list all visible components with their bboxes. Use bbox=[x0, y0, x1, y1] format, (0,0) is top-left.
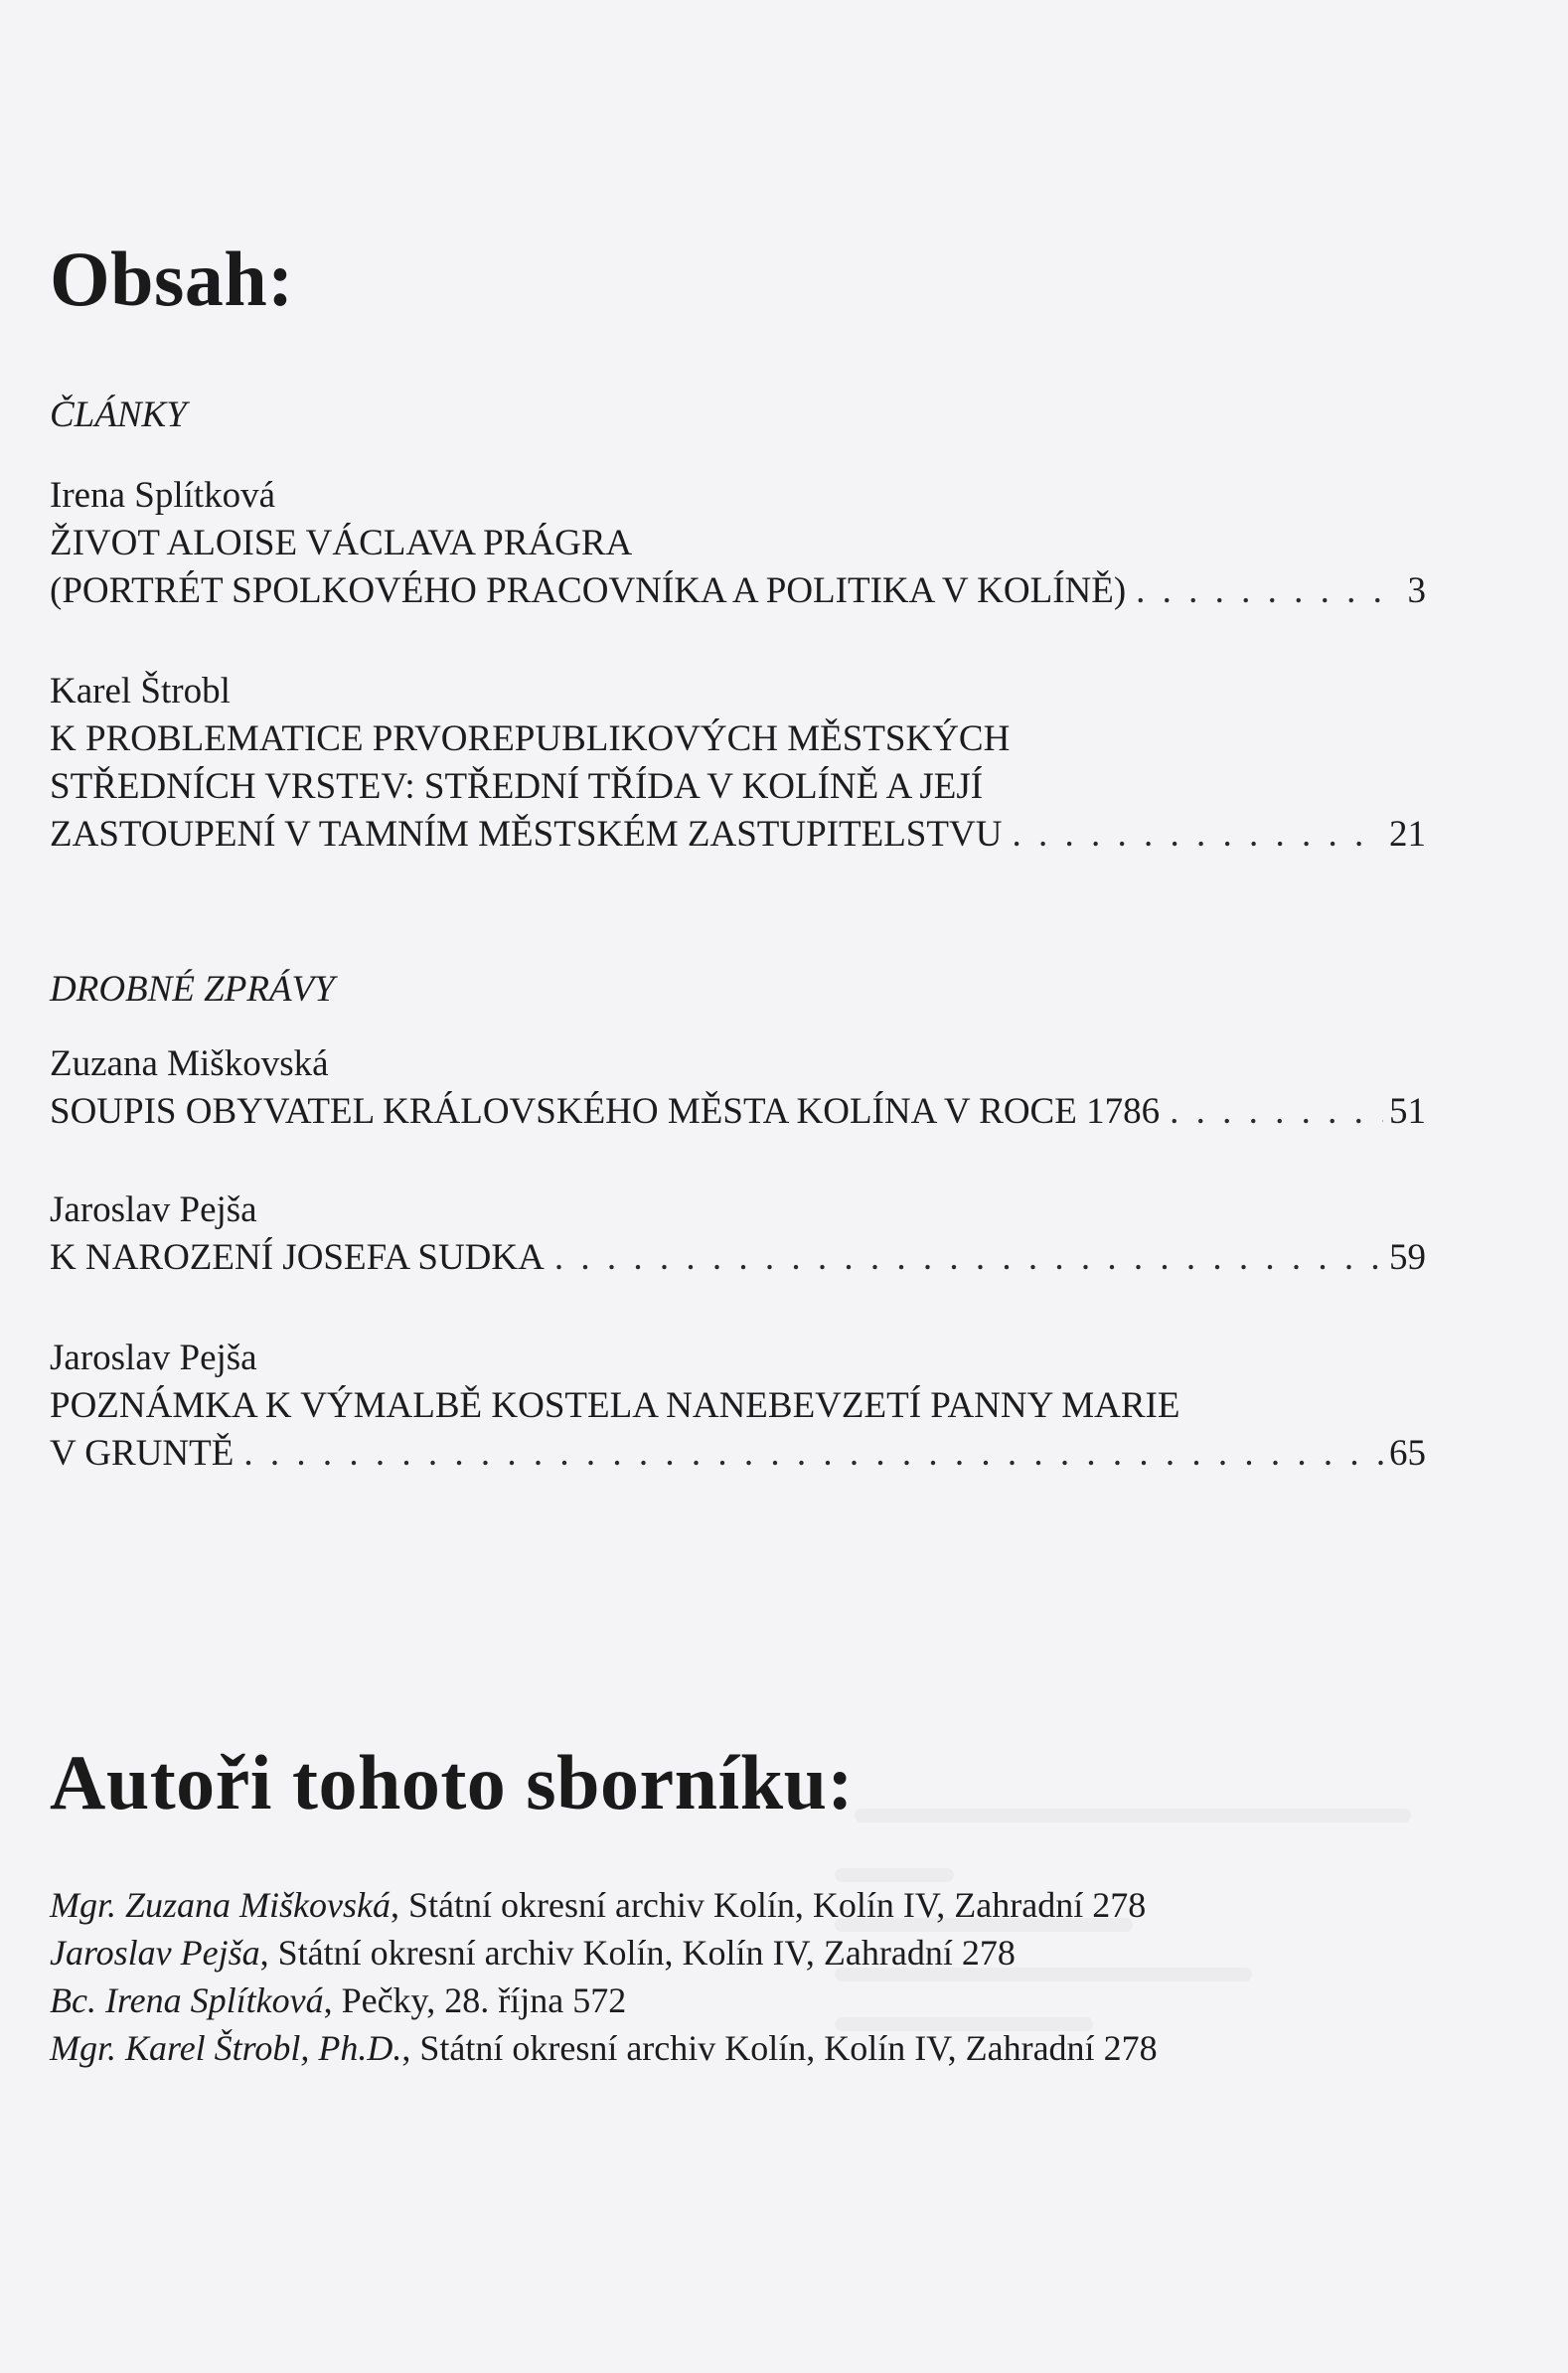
author-row bbox=[50, 2024, 1441, 2072]
entry-title-line: ZASTOUPENÍ V TAMNÍM MĚSTSKÉM ZASTUPITELSTVU bbox=[50, 814, 1003, 855]
author-address: , Pečky, 28. října 572 bbox=[323, 1980, 627, 2020]
entry-author: Irena Splítková bbox=[50, 475, 276, 516]
entry-title-leader-line bbox=[50, 1430, 1426, 1478]
contents-heading: Obsah: bbox=[50, 236, 294, 322]
entry-title-line: (PORTRÉT SPOLKOVÉHO PRACOVNÍKA A POLITIKA V KOLÍNĚ) bbox=[50, 570, 1127, 611]
authors-heading: Autoři tohoto sborníku: bbox=[50, 1739, 854, 1825]
entry-title-line: ŽIVOT ALOISE VÁCLAVA PRÁGRA bbox=[50, 523, 633, 563]
entry-page-number: 51 bbox=[1389, 1091, 1426, 1132]
author-row bbox=[50, 1881, 1441, 1929]
entry-title-leader-line bbox=[50, 811, 1426, 859]
dot-leader bbox=[554, 1234, 1383, 1282]
entry-author: Karel Štrobl bbox=[50, 671, 231, 712]
author-row bbox=[50, 1977, 1441, 2024]
dot-leader bbox=[243, 1430, 1383, 1478]
dot-leader bbox=[1136, 567, 1400, 615]
entry-title-line: STŘEDNÍCH VRSTEV: STŘEDNÍ TŘÍDA V KOLÍNĚ A JEJÍ bbox=[50, 766, 984, 807]
entry-page-number: 3 bbox=[1407, 570, 1426, 611]
author-address: , Státní okresní archiv Kolín, Kolín IV, Zahradní 278 bbox=[259, 1933, 1016, 1973]
toc-entry bbox=[50, 1040, 1426, 1136]
entry-title-line: V GRUNTĚ bbox=[50, 1433, 235, 1474]
show-through-line bbox=[835, 1868, 954, 1882]
author-row bbox=[50, 1929, 1441, 1977]
entry-author: Jaroslav Pejša bbox=[50, 1189, 257, 1230]
author-name: Jaroslav Pejša bbox=[50, 1933, 260, 1973]
toc-entry bbox=[50, 668, 1426, 859]
entry-title-leader-line bbox=[50, 1234, 1426, 1282]
entry-author: Jaroslav Pejša bbox=[50, 1338, 257, 1378]
toc-entry bbox=[50, 472, 1426, 615]
entry-page-number: 65 bbox=[1389, 1433, 1426, 1474]
author-name: Bc. Irena Splítková bbox=[50, 1980, 324, 2020]
section-label-articles: ČLÁNKY bbox=[50, 395, 187, 435]
section-label-news: DROBNÉ ZPRÁVY bbox=[50, 969, 335, 1010]
toc-entry bbox=[50, 1335, 1426, 1478]
show-through-line bbox=[855, 1809, 1411, 1822]
entry-page-number: 21 bbox=[1389, 814, 1426, 855]
toc-entry bbox=[50, 1186, 1426, 1282]
entry-author: Zuzana Miškovská bbox=[50, 1043, 329, 1084]
author-address: , Státní okresní archiv Kolín, Kolín IV, Zahradní 278 bbox=[390, 1885, 1147, 1925]
author-address: , Státní okresní archiv Kolín, Kolín IV, Zahradní 278 bbox=[401, 2028, 1158, 2068]
authors-list bbox=[50, 1881, 1441, 2072]
entry-title-leader-line bbox=[50, 567, 1426, 615]
entry-title-line: SOUPIS OBYVATEL KRÁLOVSKÉHO MĚSTA KOLÍNA V ROCE 1786 bbox=[50, 1091, 1161, 1132]
entry-page-number: 59 bbox=[1389, 1237, 1426, 1278]
dot-leader bbox=[1012, 811, 1383, 859]
entry-title-leader-line bbox=[50, 1088, 1426, 1136]
entry-title-line: K PROBLEMATICE PRVOREPUBLIKOVÝCH MĚSTSKÝCH bbox=[50, 718, 1011, 759]
author-name: Mgr. Karel Štrobl, Ph.D. bbox=[50, 2028, 402, 2068]
entry-title-line: POZNÁMKA K VÝMALBĚ KOSTELA NANEBEVZETÍ PANNY MARIE bbox=[50, 1385, 1180, 1426]
dot-leader bbox=[1170, 1088, 1383, 1136]
entry-title-line: K NAROZENÍ JOSEFA SUDKA bbox=[50, 1237, 545, 1278]
author-name: Mgr. Zuzana Miškovská bbox=[50, 1885, 391, 1925]
